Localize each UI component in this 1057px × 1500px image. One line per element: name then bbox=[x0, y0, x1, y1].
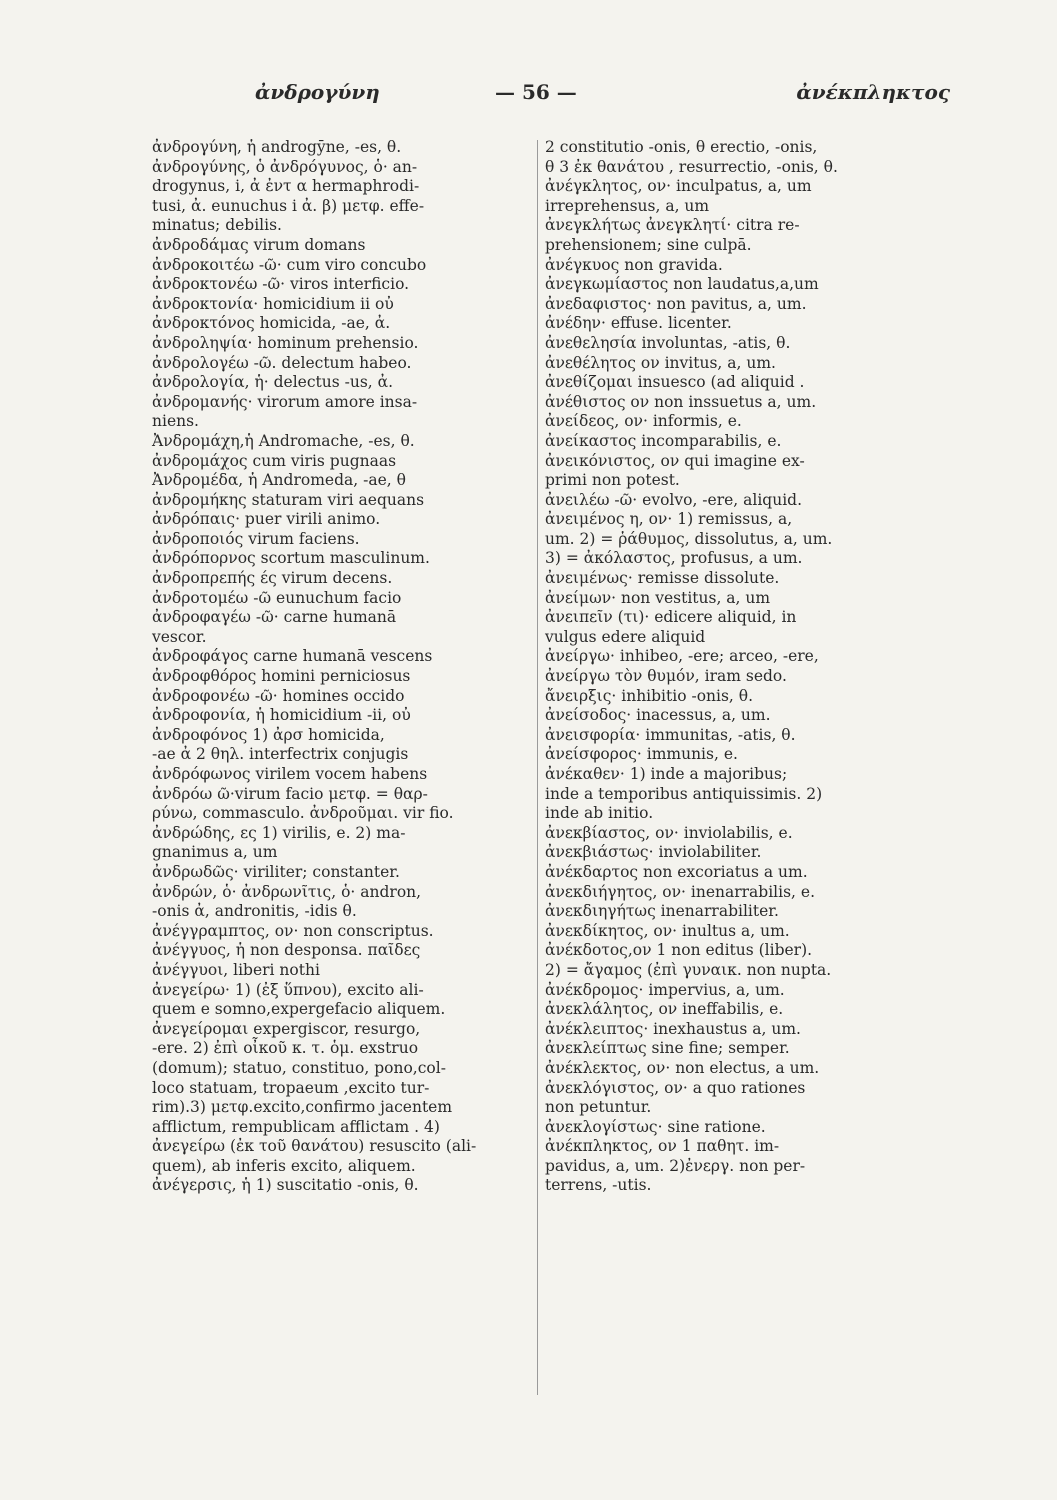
dictionary-line: ἀνείσοδος· inacessus, a, um. bbox=[545, 706, 771, 725]
dictionary-line: ἀνδρόω ῶ·virum facio μετφ. = θαρ- bbox=[152, 784, 428, 803]
dictionary-line: θ 3 ἐκ θανάτου , resurrectio, -onis, θ. bbox=[545, 157, 838, 176]
dictionary-line: ἀνεκλόγιστος, ον· a quo rationes bbox=[545, 1078, 806, 1097]
dictionary-line: ἀνεκλάλητος, ον ineffabilis, e. bbox=[545, 1000, 784, 1019]
dictionary-line: pavidus, a, um. 2)ἐνεργ. non per- bbox=[545, 1156, 806, 1175]
dictionary-line: ἀνέκδοτος,ον 1 non editus (liber). bbox=[545, 941, 813, 960]
dictionary-line: ἀνδροδάμας virum domans bbox=[152, 235, 366, 254]
dictionary-line: ἀνδρομήκης staturam viri aequans bbox=[152, 490, 425, 509]
dictionary-line: ἀνδροκτονέω -ῶ· viros interficio. bbox=[152, 275, 410, 294]
dictionary-line: ρύνω, commasculo. ἀνδροῦμαι. vir fio. bbox=[152, 804, 454, 823]
dictionary-line: ἀνδρωδῶς· viriliter; constanter. bbox=[152, 862, 400, 881]
dictionary-line: ἀνείργω· inhibeo, -ere; arceo, -ere, bbox=[545, 647, 819, 666]
dictionary-line: ἀνεκλείπτως sine fine; semper. bbox=[545, 1039, 790, 1058]
dictionary-line: ἀνεκδιήγητος, ον· inenarrabilis, e. bbox=[545, 882, 816, 901]
dictionary-line: ἀνείμων· non vestitus, a, um bbox=[545, 588, 771, 607]
dictionary-line: ἀνδρώδης, ες 1) virilis, e. 2) ma- bbox=[152, 823, 406, 842]
dictionary-line: ἀνεικόνιστος, ον qui imagine ex- bbox=[545, 451, 805, 470]
dictionary-line: ἀνεισφορία· immunitas, -atis, θ. bbox=[545, 725, 796, 744]
dictionary-line: tusi, ἀ. eunuchus i ἀ. β) μετφ. effe- bbox=[152, 196, 425, 215]
dictionary-line: ἀνεδαφιστος· non pavitus, a, um. bbox=[545, 294, 807, 313]
dictionary-line: um. 2) = ῥάθυμος, dissolutus, a, um. bbox=[545, 529, 833, 548]
page-header bbox=[150, 80, 950, 120]
dictionary-line: ἀνδρόφωνος virilem vocem habens bbox=[152, 765, 428, 783]
dictionary-line: ἀνέγκυος non gravida. bbox=[545, 255, 723, 274]
dictionary-line: ἀνεκδίκητος, ον· inultus a, um. bbox=[545, 921, 790, 940]
dictionary-line: -onis ἀ, andronitis, -idis θ. bbox=[152, 902, 357, 921]
dictionary-line: 2) = ἄγαμος (ἐπὶ γυναικ. non nupta. bbox=[545, 960, 832, 979]
dictionary-line: -ere. 2) ἐπὶ οἶκοῦ κ. τ. ὁμ. exstruo bbox=[152, 1039, 419, 1058]
dictionary-line: ἀνέγκλητος, ον· inculpatus, a, um bbox=[545, 177, 812, 196]
dictionary-line: ἀνδρών, ὁ· ἀνδρωνῖτις, ὁ· andron, bbox=[152, 882, 422, 901]
dictionary-line: inde ab initio. bbox=[545, 804, 654, 823]
dictionary-line: ἀνειλέω -ῶ· evolvo, -ere, aliquid. bbox=[545, 490, 803, 509]
dictionary-line: ἀνδρογύνη, ἡ androgȳne, -es, θ. bbox=[152, 138, 402, 156]
dictionary-line: ἀνδροφόνος 1) ἀρσ homicida, bbox=[152, 725, 385, 744]
dictionary-line: ἀνεκδιηγήτως inenarrabiliter. bbox=[545, 902, 779, 921]
dictionary-line: ἀνδρόπορνος scortum masculinum. bbox=[152, 549, 430, 568]
dictionary-line: ἀνδρολογία, ἡ· delectus -us, ἀ. bbox=[152, 373, 394, 392]
dictionary-line: Ἀνδρομέδα, ἡ Andromeda, -ae, θ bbox=[152, 471, 406, 490]
dictionary-line: ἀνδρομάχος cum viris pugnaas bbox=[152, 451, 397, 470]
dictionary-line: quem), ab inferis excito, aliquem. bbox=[152, 1156, 416, 1175]
dictionary-line: ἀνέθιστος ον non inssuetus a, um. bbox=[545, 392, 817, 411]
dictionary-line: ἀνεθέλητος ον invitus, a, um. bbox=[545, 353, 776, 372]
dictionary-line: ἀνέγγυος, ἡ non desponsa. παῖδες bbox=[152, 941, 421, 960]
dictionary-line: ἀνεκβιάστως· inviolabiliter. bbox=[545, 843, 762, 862]
dictionary-line: ἀνδροφονία, ἡ homicidium -ii, οὐ bbox=[152, 706, 411, 725]
dictionary-line: terrens, -utis. bbox=[545, 1176, 652, 1195]
dictionary-line: (domum); statuo, constituo, pono,col- bbox=[152, 1058, 446, 1077]
dictionary-line: ἀνδροποιός virum faciens. bbox=[152, 529, 360, 548]
dictionary-line: ἀνέκαθεν· 1) inde a majoribus; bbox=[545, 765, 788, 783]
dictionary-line: ἀνδρογύνης, ὁ ἀνδρόγυνος, ὁ· an- bbox=[152, 157, 418, 176]
dictionary-line: ἀνείκαστος incomparabilis, e. bbox=[545, 431, 782, 450]
dictionary-line: ἀνέκδαρτος non excoriatus a um. bbox=[545, 862, 808, 881]
dictionary-line: quem e somno,expergefacio aliquem. bbox=[152, 1000, 446, 1019]
dictionary-line: ἀνειπεῖν (τι)· edicere aliquid, in bbox=[545, 608, 797, 627]
dictionary-line: loco statuam, tropaeum ,excito tur- bbox=[152, 1078, 430, 1097]
dictionary-line: minatus; debilis. bbox=[152, 216, 282, 235]
dictionary-line: ἀνείδεος, ον· informis, e. bbox=[545, 412, 742, 431]
dictionary-line: gnanimus a, um bbox=[152, 843, 278, 862]
dictionary-line: ἀνέγγραμπτος, ον· non conscriptus. bbox=[152, 921, 434, 940]
header-last-entry: ἀνέκπληκτος bbox=[796, 80, 950, 104]
left-column bbox=[152, 138, 527, 1196]
dictionary-line: irreprehensus, a, um bbox=[545, 196, 710, 215]
dictionary-line: ἀνδροκτονία· homicidium ii οὐ bbox=[152, 294, 394, 313]
dictionary-line: ἄνειρξις· inhibitio -onis, θ. bbox=[545, 686, 754, 705]
dictionary-line: ἀνεγκλήτως ἀνεγκλητί· citra re- bbox=[545, 216, 800, 235]
dictionary-line: ἀνέγγυοι, liberi nothi bbox=[152, 960, 320, 979]
dictionary-line: ἀνδρολογέω -ῶ. delectum habeo. bbox=[152, 353, 412, 372]
dictionary-line: ἀνεθίζομαι insuesco (ad aliquid . bbox=[545, 373, 805, 392]
dictionary-line: ἀνεγείρομαι expergiscor, resurgo, bbox=[152, 1019, 421, 1038]
dictionary-line: ἀνεγείρω (ἐκ τοῦ θανάτου) resuscito (ali- bbox=[152, 1137, 477, 1156]
dictionary-line: ἀνδρομανής· virorum amore insa- bbox=[152, 392, 418, 411]
dictionary-line: ἀνεγκωμίαστος non laudatus,a,um bbox=[545, 275, 819, 294]
dictionary-line: ἀνέκπληκτος, ον 1 παθητ. im- bbox=[545, 1137, 780, 1156]
dictionary-line: niens. bbox=[152, 412, 199, 431]
dictionary-line: vulgus edere aliquid bbox=[545, 627, 706, 646]
dictionary-line: ἀνειμένος η, ον· 1) remissus, a, bbox=[545, 510, 793, 529]
dictionary-line: ἀνδροφθόρος homini perniciosus bbox=[152, 667, 411, 686]
dictionary-line: 3) = ἀκόλαστος, profusus, a um. bbox=[545, 549, 803, 568]
dictionary-line: rim).3) μετφ.excito,confirmo jacentem bbox=[152, 1098, 453, 1117]
column-divider bbox=[537, 140, 538, 1395]
dictionary-line: ἀνδροκοιτέω -ῶ· cum viro concubo bbox=[152, 255, 427, 274]
dictionary-line: ἀνέκλεκτος, ον· non electus, a um. bbox=[545, 1058, 820, 1077]
dictionary-line: ἀνέκλειπτος· inexhaustus a, um. bbox=[545, 1019, 801, 1038]
dictionary-line: ἀνέγερσις, ἡ 1) suscitatio -onis, θ. bbox=[152, 1176, 419, 1195]
dictionary-line: Ἀνδρομάχη,ἡ Andromache, -es, θ. bbox=[152, 431, 415, 450]
dictionary-line: ἀνεγείρω· 1) (ἐξ ὕπνου), excito ali- bbox=[152, 980, 424, 999]
dictionary-line: prehensionem; sine culpā. bbox=[545, 235, 752, 254]
dictionary-line: ἀνδροληψία· hominum prehensio. bbox=[152, 333, 419, 352]
dictionary-line: ἀνειμένως· remisse dissolute. bbox=[545, 569, 780, 588]
dictionary-line: inde a temporibus antiquissimis. 2) bbox=[545, 784, 823, 803]
dictionary-line: ἀνείργω τὸν θυμόν, iram sedo. bbox=[545, 667, 787, 686]
page-number: — 56 — bbox=[495, 80, 577, 104]
dictionary-line: ἀνδροφαγέω -ῶ· carne humanā bbox=[152, 608, 397, 627]
dictionary-line: ἀνέδην· effuse. licenter. bbox=[545, 314, 732, 333]
dictionary-line: ἀνεθελησία involuntas, -atis, θ. bbox=[545, 333, 791, 352]
dictionary-line: primi non potest. bbox=[545, 471, 680, 490]
dictionary-line: ἀνδροτομέω -ῶ eunuchum facio bbox=[152, 588, 402, 607]
dictionary-line: ἀνδροπρεπής ές virum decens. bbox=[152, 569, 393, 588]
dictionary-line: ἀνέκδρομος· impervius, a, um. bbox=[545, 980, 785, 999]
dictionary-line: ἀνδροφάγος carne humanā vescens bbox=[152, 647, 433, 666]
dictionary-line: afflictum, rempublicam afflictam . 4) bbox=[152, 1117, 440, 1136]
dictionary-line: ἀνδρόπαις· puer virili animo. bbox=[152, 510, 381, 529]
dictionary-line: drogynus, i, ἀ ἐντ α hermaphrodi- bbox=[152, 177, 420, 196]
dictionary-line: -ae ἀ 2 θηλ. interfectrix conjugis bbox=[152, 745, 409, 764]
dictionary-line: ἀνδροκτόνος homicida, -ae, ἀ. bbox=[152, 314, 391, 333]
dictionary-line: vescor. bbox=[152, 627, 207, 646]
right-column bbox=[545, 138, 925, 1196]
dictionary-line: ἀνεκβίαστος, ον· inviolabilis, e. bbox=[545, 823, 793, 842]
dictionary-line: non petuntur. bbox=[545, 1098, 652, 1117]
header-first-entry: ἀνδρογύνη bbox=[255, 80, 380, 104]
dictionary-line: ἀνδροφονέω -ῶ· homines occido bbox=[152, 686, 405, 705]
dictionary-line: 2 constitutio -onis, θ erectio, -onis, bbox=[545, 138, 818, 156]
dictionary-line: ἀνεκλογίστως· sine ratione. bbox=[545, 1117, 766, 1136]
dictionary-line: ἀνείσφορος· immunis, e. bbox=[545, 745, 738, 764]
